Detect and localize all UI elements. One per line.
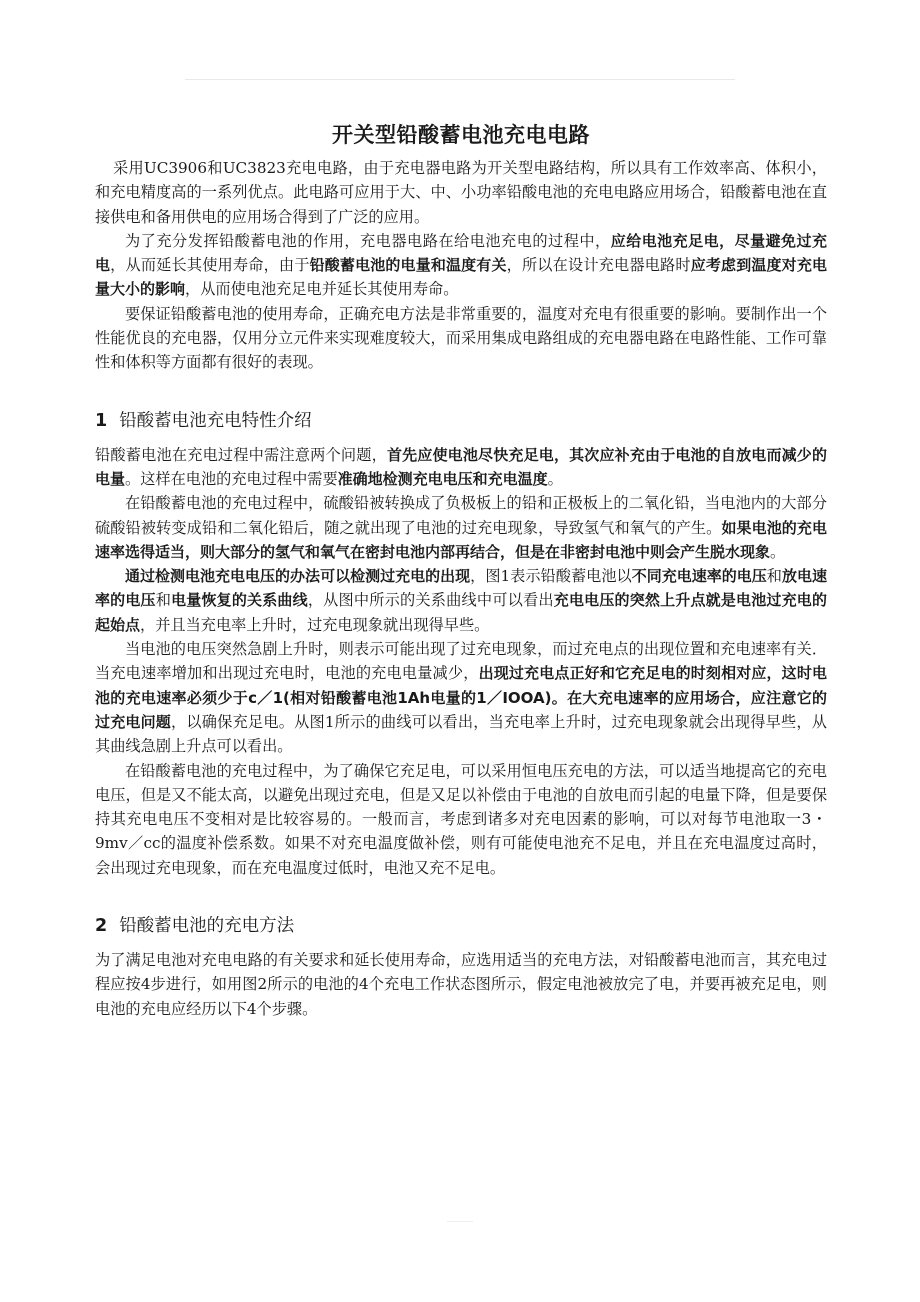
document-title: 开关型铅酸蓄电池充电电路: [332, 123, 590, 147]
section-1-title: 铅酸蓄电池充电特性介绍: [119, 410, 312, 431]
section-1-paragraph-4: 当电池的电压突然急剧上升时，则表示可能出现了过充电现象，而过充电点的出现位置和充电速率有关．当充电速率增加和出现过充电时，电池的充电电量减少，出现过充电点正好和它充足电的时刻相对应，这时电池的充电速率必须少于c／1(相对铅酸蓄电池1Ah电量的1／IOOA)。在大充电速率的应用场合，应注意它的过充电问题，以确保充足电。从图1所示的曲线可以看出，当充电率上升时，过充电现象就会出现得早些，从其曲线急剧上升点可以看出。: [95, 640, 827, 756]
section-2-number: 2: [95, 916, 108, 937]
section-2-title: 铅酸蓄电池的充电方法: [119, 916, 295, 937]
section-1-paragraph-1: 铅酸蓄电池在充电过程中需注意两个问题，首先应使电池尽快充足电，其次应补充由于电池的自放电而减少的电量。这样在电池的充电过程中需要准确地检测充电电压和充电温度。: [95, 445, 827, 488]
section-2-heading: [95, 913, 827, 939]
section-1-number: 1: [95, 410, 108, 431]
section-1-heading: [95, 408, 827, 434]
footer-mark: [447, 1221, 473, 1222]
section-1-paragraph-5: 在铅酸蓄电池的充电过程中，为了确保它充足电，可以采用恒电压充电的方法，可以适当地提高它的充电电压，但是又不能太高，以避免出现过充电，但是又足以补偿由于电池的自放电而引起的电量下降，但是要保持其充电电压不变相对是比较容易的。一般而言，考虑到诸多对充电因素的影响，可以对每节电池取一3・9mv／cc的温度补偿系数。如果不对充电温度做补偿，则有可能使电池充不足电，并且在充电温度过高时，会出现过充电现象，而在充电温度过低时，电池又充不足电。: [95, 761, 827, 877]
header-rule: [185, 79, 735, 80]
section-1-paragraph-3: 通过检测电池充电电压的办法可以检测过充电的出现，图1表示铅酸蓄电池以不同充电速率的电压和放电速率的电压和电量恢复的关系曲线，从图中所示的关系曲线中可以看出充电电压的突然上升点就是电池过充电的起始点，并且当充电率上升时，过充电现象就出现得早些。: [95, 567, 827, 634]
document-content: [95, 120, 827, 1021]
intro-paragraph-3: 要保证铅酸蓄电池的使用寿命，正确充电方法是非常重要的，温度对充电有很重要的影响。要制作出一个性能优良的充电器，仅用分立元件来实现难度较大，而采用集成电路组成的充电器电路在电路性能、工作可靠性和体积等方面都有很好的表现。: [95, 304, 827, 372]
intro-paragraph-2: 为了充分发挥铅酸蓄电池的作用，充电器电路在给电池充电的过程中，应给电池充足电，尽量避免过充电，从而延长其使用寿命，由于铅酸蓄电池的电量和温度有关，所以在设计充电器电路时应考虑到温度对充电量大小的影响，从而使电池充足电并延长其使用寿命。: [95, 231, 827, 299]
intro-paragraph-1: 采用UC3906和UC3823充电电路，由于充电器电路为开关型电路结构，所以具有工作效率高、体积小，和充电精度高的一系列优点。此电路可应用于大、中、小功率铅酸电池的充电电路应用场合，铅酸蓄电池在直接供电和备用供电的应用场合得到了广泛的应用。: [95, 159, 827, 226]
section-2-paragraph-1: 为了满足电池对充电电路的有关要求和延长使用寿命，应选用适当的充电方法，对铅酸蓄电池而言，其充电过程应按4步进行，如用图2所示的电池的4个充电工作状态图所示，假定电池被放完了电，并要再被充足电，则电池的充电应经历以下4个步骤。: [95, 951, 827, 1018]
section-1-paragraph-2: 在铅酸蓄电池的充电过程中，硫酸铅被转换成了负极板上的铅和正极板上的二氧化铅，当电池内的大部分硫酸铅被转变成铅和二氧化铅后，随之就出现了电池的过充电现象，导致氢气和氧气的产生。如果电池的充电速率选得适当，则大部分的氢气和氧气在密封电池内部再结合，但是在非密封电池中则会产生脱水现象。: [95, 494, 827, 561]
